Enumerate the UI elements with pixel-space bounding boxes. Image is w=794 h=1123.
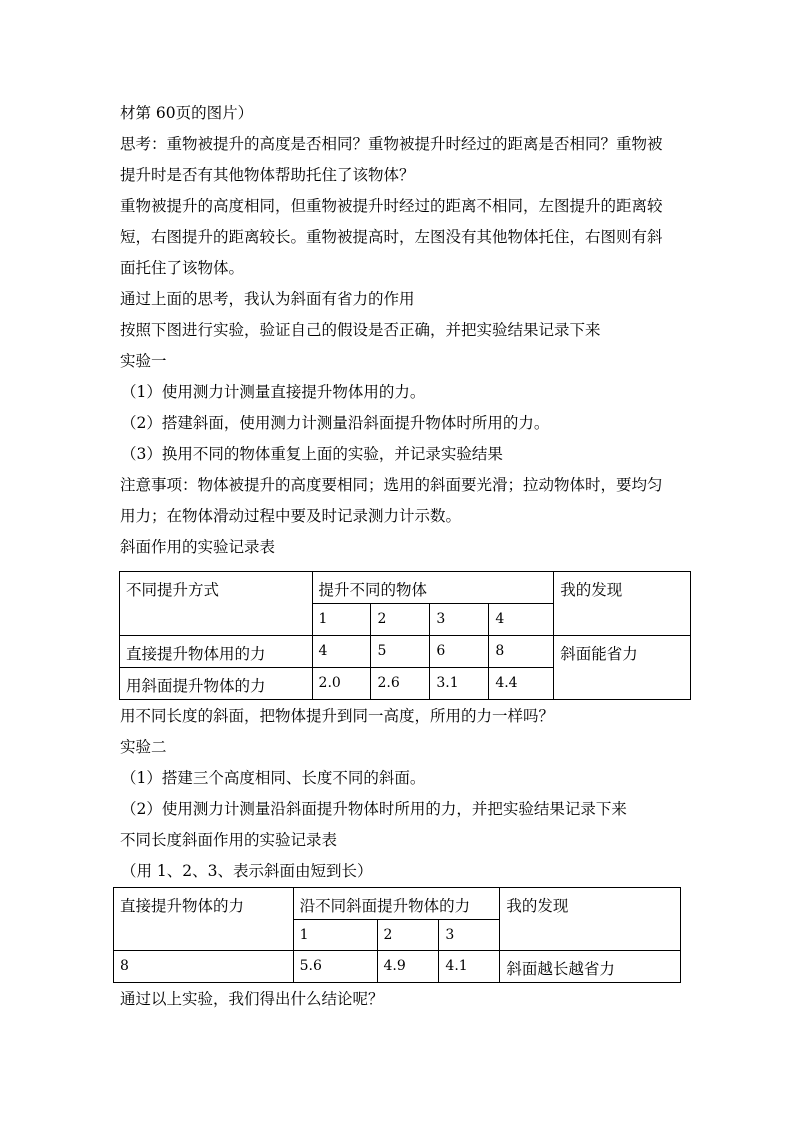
col-header: 1 [312,604,371,636]
header-finding: 我的发现 [554,572,691,636]
finding-cell: 斜面能省力 [554,636,691,700]
table-cell: 6 [430,636,489,668]
text-line: 注意事项：物体被提升的高度要相同；选用的斜面要光滑；拉动物体时，要均匀 [120,476,663,494]
text-line: 材第 60页的图片） [120,104,254,122]
table-cell: 4.4 [489,668,554,700]
header-finding: 我的发现 [500,888,681,951]
header-direct: 直接提升物体的力 [114,888,294,951]
incline-length-table [113,887,681,983]
text-line: 思考：重物被提升的高度是否相同？重物被提升时经过的距离是否相同？重物被 [120,135,663,153]
finding-cell: 斜面越长越省力 [500,951,681,983]
col-header: 2 [371,604,430,636]
table-cell: 3.1 [430,668,489,700]
text-line: 用力；在物体滑动过程中要及时记录测力计示数。 [120,507,462,525]
step-item: （2）搭建斜面，使用测力计测量沿斜面提升物体时所用的力。 [121,414,550,432]
table-cell: 4 [312,636,371,668]
table-note: （用 1、2、3、表示斜面由短到长） [121,862,373,880]
row-label: 用斜面提升物体的力 [120,668,313,700]
text-line: 通过上面的思考，我认为斜面有省力的作用 [120,290,415,308]
row-label: 直接提升物体用的力 [120,636,313,668]
col-header: 1 [293,920,377,951]
step-item: （2）使用测力计测量沿斜面提升物体时所用的力，并把实验结果记录下来 [121,800,627,818]
section-heading: 实验二 [120,738,167,756]
closing-question: 通过以上实验，我们得出什么结论呢？ [120,990,384,1008]
col-header: 4 [489,604,554,636]
table-cell: 2.6 [371,668,430,700]
text-line: 重物被提升的高度相同，但重物被提升时经过的距离不相同，左图提升的距离较 [120,197,663,215]
text-line: 用不同长度的斜面，把物体提升到同一高度，所用的力一样吗？ [120,707,555,725]
step-item: （3）换用不同的物体重复上面的实验，并记录实验结果 [121,445,503,463]
text-line: 按照下图进行实验，验证自己的假设是否正确，并把实验结果记录下来 [120,321,601,339]
table-caption: 斜面作用的实验记录表 [120,538,276,556]
table-cell: 8 [114,951,294,983]
section-heading: 实验一 [120,352,167,370]
text-line: 面托住了该物体。 [120,259,245,277]
table-cell: 4.9 [377,951,439,983]
text-line: 短，右图提升的距离较长。重物被提高时，左图没有其他物体托住，右图则有斜 [120,228,663,246]
col-header: 2 [377,920,439,951]
table-cell: 5.6 [293,951,377,983]
table-cell: 8 [489,636,554,668]
header-objects: 提升不同的物体 [312,572,554,604]
table-caption: 不同长度斜面作用的实验记录表 [120,831,338,849]
header-slopes: 沿不同斜面提升物体的力 [293,888,500,920]
table-cell: 2.0 [312,668,371,700]
text-line: 提升时是否有其他物体帮助托住了该物体？ [120,166,415,184]
table-cell: 4.1 [439,951,500,983]
step-item: （1）使用测力计测量直接提升物体用的力。 [121,383,426,401]
col-header: 3 [439,920,500,951]
col-header: 3 [430,604,489,636]
incline-experiment-table [119,571,691,700]
table-cell: 5 [371,636,430,668]
header-method: 不同提升方式 [120,572,313,636]
step-item: （1）搭建三个高度相同、长度不同的斜面。 [121,769,426,787]
